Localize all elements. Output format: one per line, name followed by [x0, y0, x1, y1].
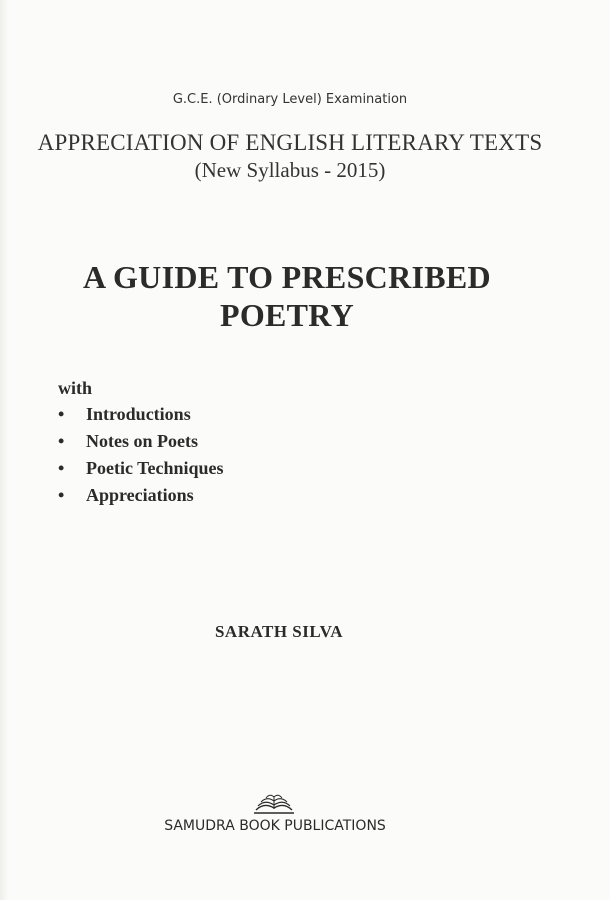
syllabus-line: (New Syllabus - 2015) — [194, 158, 386, 182]
publisher-name: SAMUDRA BOOK PUBLICATIONS — [164, 818, 386, 834]
author-name: SARATH SILVA — [214, 622, 344, 641]
bullet-icon: • — [58, 404, 65, 424]
feature-label: Appreciations — [86, 485, 194, 505]
main-title-line-1: A GUIDE TO PRESCRIBED — [83, 259, 491, 295]
bullet-icon: • — [58, 458, 65, 478]
feature-label: Introductions — [86, 404, 191, 424]
main-title — [0, 258, 574, 334]
feature-label: Poetic Techniques — [86, 458, 224, 478]
with-label: with — [58, 378, 93, 398]
exam-line: G.C.E. (Ordinary Level) Examination — [172, 92, 408, 107]
feature-item — [58, 458, 224, 485]
subject-line: APPRECIATION OF ENGLISH LITERARY TEXTS — [37, 130, 543, 155]
feature-label: Notes on Poets — [86, 431, 198, 451]
bullet-icon: • — [58, 485, 65, 505]
main-title-line-2: POETRY — [219, 297, 355, 333]
feature-list — [58, 404, 224, 512]
feature-item — [58, 485, 224, 512]
bullet-icon: • — [58, 431, 65, 451]
feature-item — [58, 431, 224, 458]
open-book-logo-icon — [252, 788, 296, 816]
feature-item — [58, 404, 224, 431]
